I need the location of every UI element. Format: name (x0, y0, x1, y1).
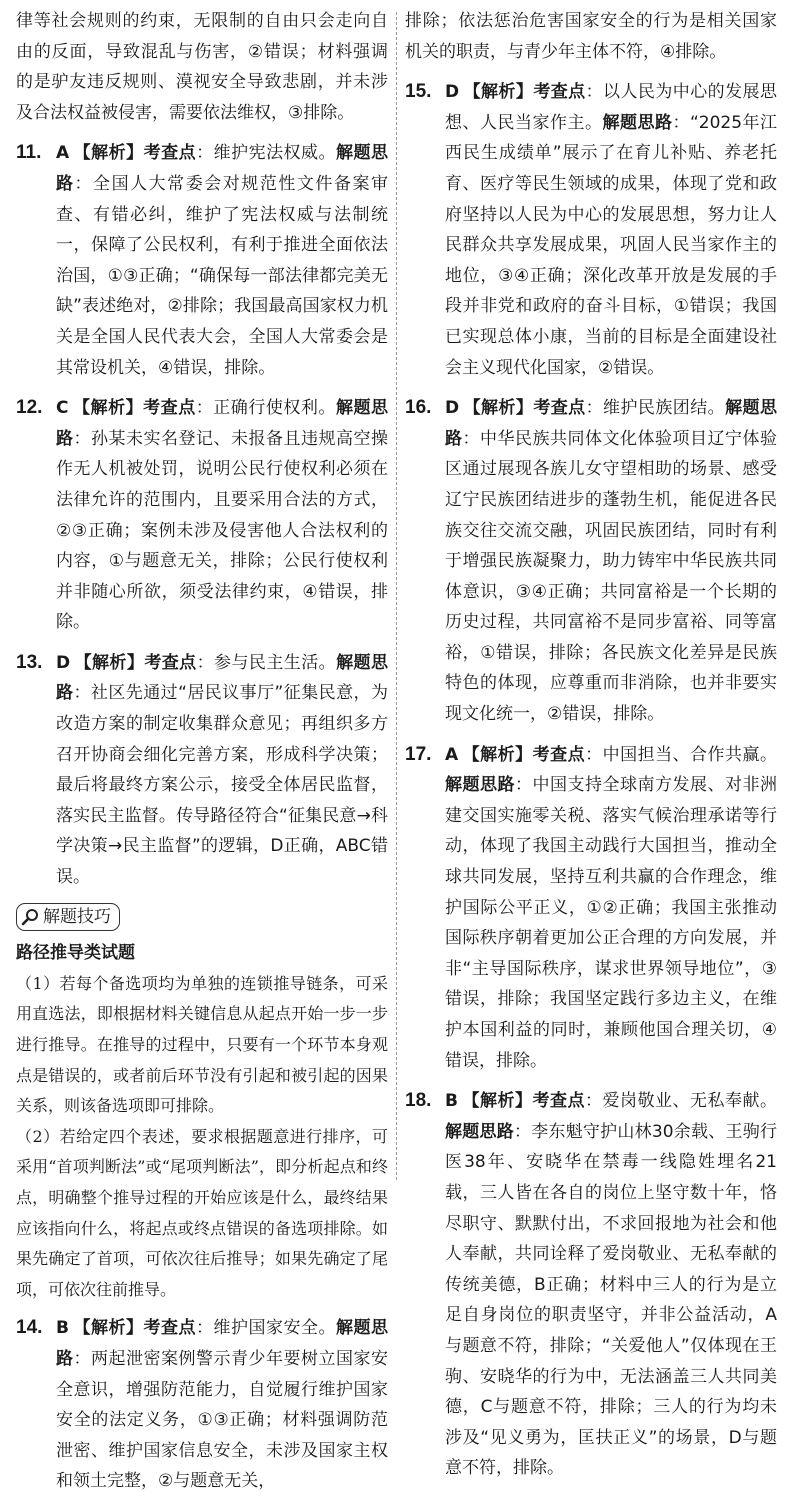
analysis-tag: 【解析】 (463, 82, 534, 103)
idea-label: 解题思路 (445, 775, 515, 796)
question-15 (405, 77, 777, 383)
explanation-text: ：“2025年江西民生成绩单”展示了在育儿补贴、养老托育、医疗等民生领域的成果，体现了党和政府坚持以人民为中心的发展思想，努力让人民群众共享发展成果，巩固人民当家作主的地位，③④正确；深化改革开放是发展的手段并非党和政府的奋斗目标，①错误；我国已实现总体小康，当前的目标是全面建设社会主义现代化国家，②错误。 (445, 112, 778, 378)
key-point-label: 考查点 (533, 398, 586, 419)
key-point-label: 考查点 (533, 82, 586, 103)
analysis-tag: 【解析】 (72, 1318, 144, 1339)
key-point-label: 考查点 (143, 143, 197, 164)
answer-letter: D (445, 82, 460, 103)
tips-badge-label: 解题技巧 (43, 906, 111, 927)
question-number: 16. (405, 397, 432, 419)
key-point-label: 考查点 (532, 1091, 585, 1112)
explanation-text: ：李东魁守护山林30余载、王驹行医38年、安晓华在禁毒一线隐姓埋名21载，三人皆在各自的岗位上坚守数十年，恪尽职守、默默付出，不求回报地为社会和他人奉献，共同诠释了爱岗敬业、无私奉献的传统美德，B正确；材料中三人的行为是立足自身岗位的职责坚守，并非公益活动，A与题意不符，排除；“关爱他人”仅体现在王驹、安晓华的行为中，无法涵盖三人共同美德，C与题意不符，排除；三人的行为均未涉及“见义勇为，匡扶正义”的场景，D与题意不符，排除。 (445, 1121, 777, 1479)
q14-continuation: 排除；依法惩治危害国家安全的行为是相关国家机关的职责，与青少年主体不符，④排除。 (405, 11, 777, 62)
analysis-tag: 【解析】 (461, 1091, 533, 1112)
explanation-text: ：孙某未实名登记、未报备且违规高空操作无人机被处罚，说明公民行使权利必须在法律允许的范围内，且要采用合法的方式，②③正确；案例未涉及侵害他人合法权利的内容，①与题意无关，排除；公民行使权利并非随心所欲，须受法律约束，④错误，排除。 (56, 428, 388, 633)
idea-label: 解题思路 (56, 652, 388, 704)
explanation-text: ：两起泄密案例警示青少年要树立国家安全意识，增强防范能力，自觉履行维护国家安全的法定义务，①③正确；材料强调防范泄密、维护国家信息安全，未涉及国家主权和领土完整，②与题意无关， (56, 1348, 388, 1492)
question-number: 14. (16, 1317, 43, 1339)
idea-label: 解题思路 (56, 143, 389, 194)
question-13 (16, 648, 388, 893)
explanation-text: ：中国支持全球南方发展、对非洲建交国实施零关税、落实气候治理承诺等行动，体现了我国主动践行大国担当，推动全球共同发展，坚持互利共赢的合作理念，维护国际公平正义，①②正确；我国主张推动国际秩序朝着更加公正合理的方向发展，并非“主导国际秩序，谋求世界领导地位”，③错误，排除；我国坚定践行多边主义，在维护本国利益的同时，兼顾他国合理关切，④错误，排除。 (445, 775, 777, 1071)
key-point-label: 考查点 (532, 744, 586, 765)
question-14 (16, 1313, 388, 1497)
key-point-text: ：参与民主生活。 (196, 652, 337, 673)
analysis-tag: 【解析】 (73, 143, 144, 164)
question-number: 13. (16, 651, 43, 673)
idea-label: 解题思路 (445, 398, 777, 449)
question-16 (405, 393, 777, 730)
left-column (16, 6, 388, 1507)
answer-letter: C (56, 398, 69, 419)
key-point-label: 考查点 (143, 1318, 196, 1339)
key-point-text: ：维护民族团结。 (585, 398, 726, 419)
answer-letter: D (445, 398, 460, 419)
question-17 (405, 740, 777, 1077)
answer-letter: B (56, 1318, 69, 1339)
explanation-text: ：全国人大常委会对规范性文件备案审查、有错必纠，维护了宪法权威与法制统一，保障了公民权利，有利于推进全面依法治国，①③正确；“确保每一部法律都完美无缺”表述绝对，②排除；我国最高国家权力机关是全国人民代表大会，全国人大常委会是其常设机关，④错误，排除。 (56, 173, 389, 378)
key-point-text: ：中国担当、合作共赢。 (585, 744, 778, 765)
idea-label: 解题思路 (56, 1318, 389, 1369)
answer-letter: A (56, 143, 70, 164)
analysis-tag: 【解析】 (462, 744, 533, 765)
question-12 (16, 393, 388, 638)
q10-continuation: 律等社会规则的约束，无限制的自由只会走向自由的反面，导致混乱与伤害，②错误；材料强调的是驴友违反规则、漠视安全导致悲剧，并未涉及合法权益被侵害，需要依法维权，③排除。 (16, 11, 388, 123)
question-number: 12. (16, 397, 43, 419)
answer-letter: A (445, 744, 459, 765)
key-point-text: ：以人民为中心的发展思想、人民当家作主。 (445, 82, 777, 133)
key-point-text: ：正确行使权利。 (195, 398, 336, 419)
right-column (405, 6, 777, 1494)
solving-tips-box (16, 903, 388, 1306)
magnifier-icon (21, 908, 39, 926)
key-point-label: 考查点 (144, 652, 197, 673)
analysis-tag: 【解析】 (74, 652, 145, 673)
answer-letter: B (445, 1091, 458, 1112)
tips-paragraph-1: （1）若每个备选项均为单独的连锁推导链条，可采用直选法，即根据材料关键信息从起点开始一步一步进行推导。在推导的过程中，只要有一个环节本身观点是错误的，或者前后环节没有引起和被引起的因果关系，则该备选项即可排除。 (16, 973, 388, 1116)
key-point-text: ：维护国家安全。 (196, 1318, 337, 1339)
idea-label: 解题思路 (445, 1121, 514, 1142)
question-18 (405, 1086, 777, 1484)
key-point-label: 考查点 (143, 398, 196, 419)
idea-label: 解题思路 (602, 112, 673, 133)
idea-label: 解题思路 (56, 398, 389, 449)
explanation-text: ：中华民族共同体文化体验项目辽宁体验区通过展现各族儿女守望相助的场景、感受辽宁民族团结进步的蓬勃生机，能促进各民族交往交流交融，巩固民族团结，同时有利于增强民族凝聚力，助力铸牢中华民族共同体意识，③④正确；共同富裕是一个长期的历史过程，共同富裕不是同步富裕、同等富裕，①错误，排除；各民族文化差异是民族特色的体现，应尊重而非消除，也并非要实现文化统一，②错误，排除。 (445, 428, 777, 725)
tips-badge (16, 903, 120, 931)
question-number: 18. (405, 1090, 432, 1112)
tips-title: 路径推导类试题 (16, 943, 135, 964)
tips-paragraph-2: （2）若给定四个表述，要求根据题意进行排序，可采用“首项判断法”或“尾项判断法”，即分析起点和终点，明确整个推导过程的开始应该是什么，最终结果应该指向什么，将起点或终点错误的备选项排除。如果先确定了首项，可依次往后推导；如果先确定了尾项，可依次往前推导。 (16, 1126, 388, 1299)
explanation-text: ：社区先通过“居民议事厅”征集民意，为改造方案的制定收集群众意见；再组织多方召开协商会细化完善方案，形成科学决策；最后将最终方案公示，接受全体居民监督，落实民主监督。传导路径符合“征集民意→科学决策→民主监督”的逻辑，D正确，ABC错误。 (56, 683, 389, 888)
analysis-tag: 【解析】 (72, 398, 144, 419)
column-divider (396, 12, 397, 1180)
question-number: 15. (405, 81, 432, 103)
key-point-text: ：维护宪法权威。 (196, 143, 337, 164)
answer-letter: D (56, 652, 71, 673)
analysis-tag: 【解析】 (463, 398, 534, 419)
question-number: 17. (405, 743, 432, 765)
key-point-text: ：爱岗敬业、无私奉献。 (585, 1091, 778, 1112)
question-11 (16, 138, 388, 383)
question-number: 11. (16, 142, 42, 164)
